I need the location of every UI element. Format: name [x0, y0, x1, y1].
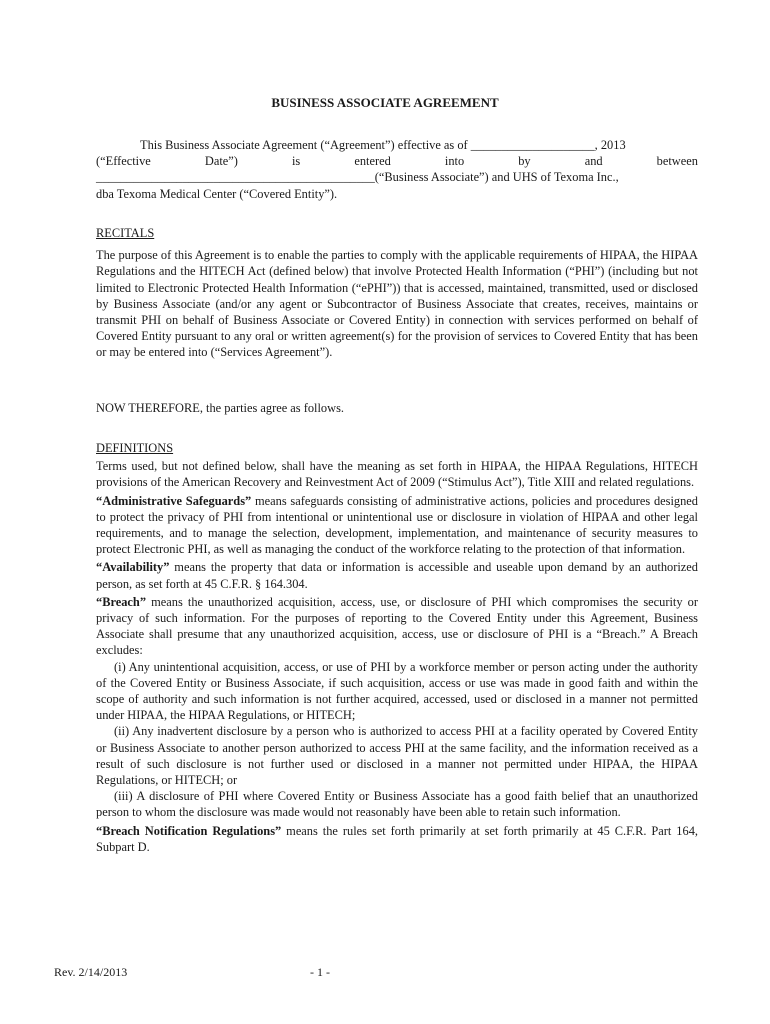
breach-exclusion-ii: (ii) Any inadvertent disclosure by a person who is authorized to access PHI at a facility operated by Covered Entity or Business Associate to another person authorized to access PHI at the same facility, and the information received as a result of such disclosure is not further used or disclosed in a manner not permitted under HIPAA, the HIPAA Regulations, or HITECH; or — [96, 724, 698, 788]
intro-word: by — [518, 154, 531, 169]
intro-word: is — [291, 154, 301, 169]
definitions-intro: Terms used, but not defined below, shall have the meaning as set forth in HIPAA, the HIPAA Regulations, HITECH provisions of the American Recovery and Reinvestment Act of 2009 (“Stimulus Act”), Title XIII and related regulations. — [96, 459, 698, 490]
definition-text: means the unauthorized acquisition, access, use, or disclosure of PHI which compromises the security or privacy of such information. For the purposes of reporting to the Covered Entity under this Agreement, Business Associate shall presume that any unauthorized acquisition, access, use or disclosure of PHI is a “Breach.” A Breach excludes: — [96, 594, 698, 658]
intro-word: entered — [354, 154, 391, 169]
defined-term: “Availability” — [96, 560, 170, 575]
defined-term: “Breach Notification Regulations” — [96, 823, 282, 838]
definition-text: means the rules set forth primarily at set forth primarily at 45 C.F.R. Part 164, Subpart D. — [96, 823, 698, 854]
breach-exclusion-i: (i) Any unintentional acquisition, access, or use of PHI by a workforce member or person acting under the authority of the Covered Entity or Business Associate, if such acquisition, access or use was made in good faith and within the scope of authority and such information is not further acquired, accessed, used or disclosed in a manner not permitted under HIPAA, the HIPAA Regulations, or HITECH; — [96, 659, 698, 723]
definition-availability — [96, 559, 698, 591]
defined-term: “Breach” — [96, 594, 147, 609]
recitals-heading: RECITALS — [96, 226, 155, 240]
intro-line-3: _____________________________________________(“Business Associate”) and UHS of Texoma Inc., — [96, 170, 619, 185]
definition-breach — [96, 594, 698, 659]
intro-word: and — [584, 154, 603, 169]
definition-text: means the property that data or information is accessible and useable upon demand by an authorized person, as set forth at 45 C.F.R. § 164.304. — [96, 560, 698, 591]
defined-term: “Administrative Safeguards” — [96, 493, 252, 508]
recitals-paragraph: The purpose of this Agreement is to enable the parties to comply with the applicable requirements of HIPAA, the HIPAA Regulations and the HITECH Act (defined below) that involve Protected Health Information (“PHI”) (including but not limited to Electronic Protected Health Information (“ePHI”)) that is accessed, maintained, transmitted, used or disclosed by Business Associate (and/or any agent or Subcontractor of Business Associate that creates, receives, maintains or transmit PHI on behalf of Business Associate or Covered Entity) in connection with services performed on behalf of Covered Entity pursuant to any oral or written agreement(s) for the provision of services to Covered Entity that has been or may be entered into (“Services Agreement”). — [96, 248, 698, 360]
intro-word: into — [444, 154, 465, 169]
definitions-section — [96, 440, 698, 855]
page-number: - 1 - — [310, 965, 330, 979]
intro-line-4: dba Texoma Medical Center (“Covered Entity”). — [96, 186, 338, 201]
revision-date: Rev. 2/14/2013 — [54, 965, 128, 979]
definition-text: means safeguards consisting of administrative actions, policies and procedures designed to protect the privacy of PHI from intentional or unintentional use or disclosure in violation of HIPAA and other legal requirements, and to manage the selection, development, implementation, and maintenance of security measures to protect Electronic PHI, as well as managing the conduct of the workforce relating to the protection of that information. — [96, 493, 699, 557]
intro-word: Date”) — [204, 154, 238, 169]
now-therefore-section — [96, 400, 698, 416]
intro-paragraph — [96, 137, 698, 202]
document-title: BUSINESS ASSOCIATE AGREEMENT — [271, 95, 499, 110]
intro-word: (“Effective — [96, 154, 151, 169]
intro-line-2 — [96, 153, 698, 169]
breach-exclusion-iii: (iii) A disclosure of PHI where Covered Entity or Business Associate has a good faith belief that an unauthorized person to whom the disclosure was made would not reasonably have been able to retain such information. — [96, 789, 698, 820]
definition-breach-notification-regulations — [96, 823, 698, 855]
definition-administrative-safeguards — [96, 493, 698, 558]
now-therefore-line: NOW THEREFORE, the parties agree as follows. — [96, 401, 344, 415]
intro-line-1: This Business Associate Agreement (“Agreement”) effective as of ____________________, 2013 — [140, 138, 626, 152]
recitals-section — [96, 225, 698, 361]
intro-word: between — [656, 154, 698, 169]
definitions-heading: DEFINITIONS — [96, 441, 174, 455]
